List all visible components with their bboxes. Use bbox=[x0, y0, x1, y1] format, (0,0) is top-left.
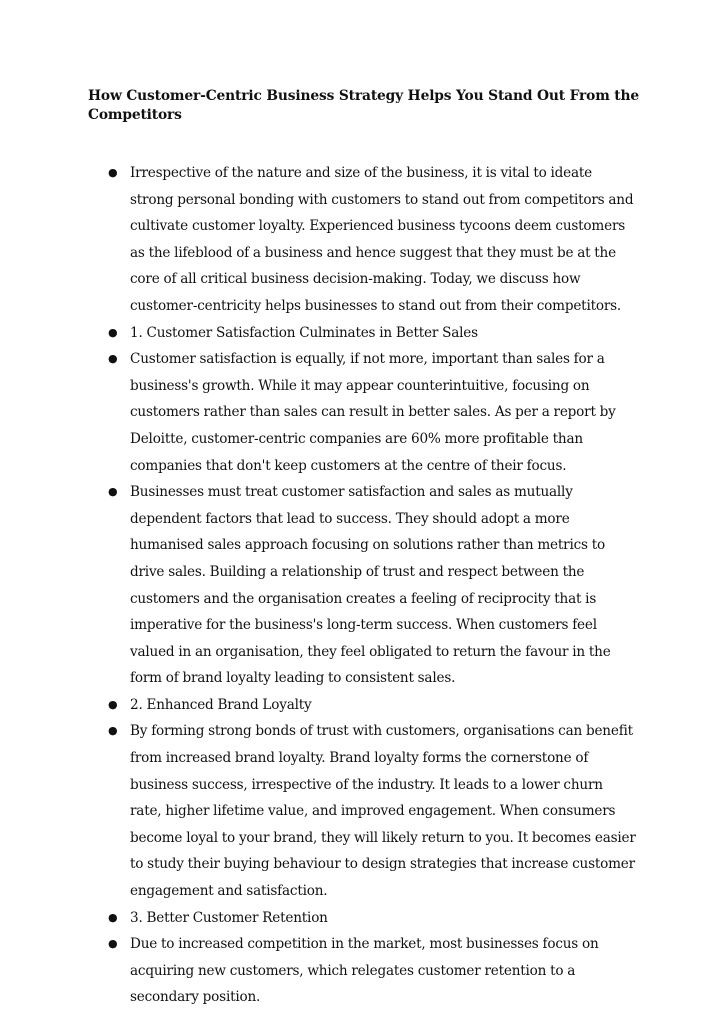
bullet-dot-icon: ● bbox=[108, 485, 118, 499]
list-item bbox=[0, 931, 638, 1011]
list-item bbox=[0, 905, 638, 932]
bullet-list bbox=[0, 160, 719, 1011]
list-item bbox=[0, 479, 638, 692]
list-item bbox=[0, 320, 638, 347]
list-item bbox=[0, 346, 638, 479]
bullet-dot-icon: ● bbox=[108, 697, 118, 711]
list-item-text: 1. Customer Satisfaction Culminates in Better Sales bbox=[130, 324, 478, 341]
bullet-dot-icon: ● bbox=[108, 166, 118, 179]
list-item bbox=[0, 718, 638, 904]
list-item-text: By forming strong bonds of trust with customers, organisations can benefit from increased brand loyalty. Brand loyalty forms the cornerstone of business success, irrespective of the industry. It leads to a lower churn rate, higher lifetime value, and improved engagement. When consumers become loyal to your brand, they will likely return to you. It becomes easier to study their buying behaviour to design strategies that increase customer engagement and satisfaction. bbox=[130, 723, 636, 900]
list-item-text: Due to increased competition in the market, most businesses focus on acquiring new customers, which relegates customer retention to a secondary position. bbox=[130, 936, 599, 1006]
bullet-dot-icon: ● bbox=[108, 325, 118, 339]
list-item-text: Irrespective of the nature and size of the business, it is vital to ideate strong personal bonding with customers to stand out from competitors and cultivate customer loyalty. Experienced business tycoons deem customers as the lifeblood of a business and hence suggest that they must be at the core of all critical business decision-making. Today, we discuss how customer-centricity helps businesses to stand out from their competitors. bbox=[130, 165, 634, 314]
list-item bbox=[0, 160, 638, 320]
bullet-dot-icon: ● bbox=[108, 724, 118, 738]
list-item-text: 2. Enhanced Brand Loyalty bbox=[130, 696, 312, 713]
document-title: How Customer-Centric Business Strategy Helps You Stand Out From the Competitors bbox=[88, 88, 640, 123]
list-item-text: Customer satisfaction is equally, if not more, important than sales for a business's growth. While it may appear counterintuitive, focusing on customers rather than sales can result in better sales. As per a report by Deloitte, customer-centric companies are 60% more profitable than companies that don't keep customers at the centre of their focus. bbox=[130, 351, 616, 474]
list-item bbox=[0, 692, 638, 719]
list-item-text: 3. Better Customer Retention bbox=[130, 909, 328, 926]
bullet-dot-icon: ● bbox=[108, 937, 118, 951]
list-item-text: Businesses must treat customer satisfaction and sales as mutually dependent factors that lead to success. They should adopt a more humanised sales approach focusing on solutions rather than metrics to drive sales. Building a relationship of trust and respect between the customers and the organisation creates a feeling of reciprocity that is imperative for the business's long-term success. When customers feel valued in an organisation, they feel obligated to return the favour in the form of brand loyalty leading to consistent sales. bbox=[130, 484, 611, 687]
bullet-dot-icon: ● bbox=[108, 352, 118, 366]
bullet-dot-icon: ● bbox=[108, 910, 118, 924]
